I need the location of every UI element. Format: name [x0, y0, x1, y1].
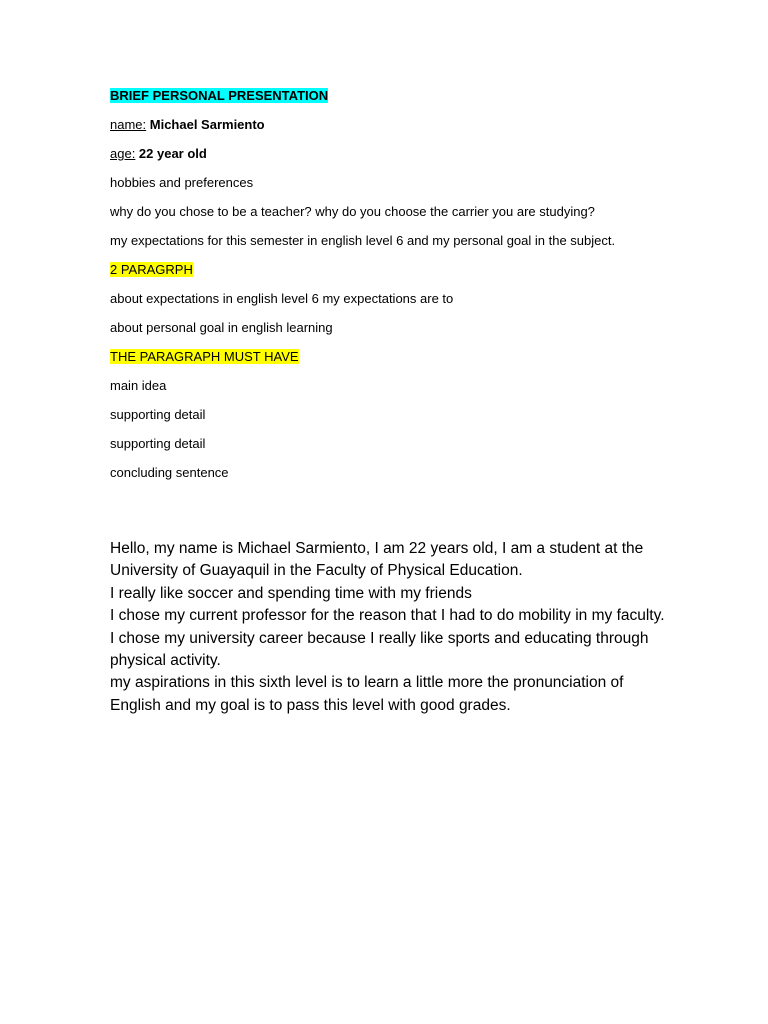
must-have-heading: THE PARAGRAPH MUST HAVE: [110, 349, 299, 364]
age-value: 22 year old: [135, 146, 207, 161]
letter-line: I chose my current professor for the reason that I had to do mobility in my faculty. I chose my university career because I really like sports and educating through physical activity.: [110, 607, 665, 670]
age-label: age:: [110, 146, 136, 161]
presentation-paragraph: [110, 538, 670, 717]
document-heading: BRIEF PERSONAL PRESENTATION: [110, 88, 329, 103]
must-have-item: supporting detail: [110, 436, 206, 451]
name-label: name:: [110, 117, 147, 132]
letter-line: my aspirations in this sixth level is to learn a little more the pronunciation of English and my goal is to pass this level with good grades.: [110, 674, 624, 714]
name-value: Michael Sarmiento: [146, 117, 265, 132]
prompt-hobbies: hobbies and preferences: [110, 175, 254, 190]
prompt-expectations: my expectations for this semester in english level 6 and my personal goal in the subject.: [110, 233, 616, 248]
heading-line: [110, 87, 670, 104]
age-line: [110, 145, 670, 162]
must-have-item: supporting detail: [110, 407, 206, 422]
paragraph-item: about expectations in english level 6 my expectations are to: [110, 291, 454, 306]
letter-line: Hello, my name is Michael Sarmiento, I am 22 years old, I am a student at the University of Guayaquil in the Faculty of Physical Education.: [110, 540, 644, 580]
paragraph-heading: 2 PARAGRPH: [110, 262, 193, 277]
must-have-item: main idea: [110, 378, 167, 393]
must-have-heading-line: [110, 348, 670, 365]
must-have-item: concluding sentence: [110, 465, 229, 480]
paragraph-item: about personal goal in english learning: [110, 320, 333, 335]
prompt-why-teacher: why do you chose to be a teacher? why do you choose the carrier you are studying?: [110, 204, 595, 219]
paragraph-heading-line: [110, 261, 670, 278]
instructions-section: [110, 87, 670, 493]
name-line: [110, 116, 670, 133]
letter-line: I really like soccer and spending time with my friends: [110, 584, 472, 602]
